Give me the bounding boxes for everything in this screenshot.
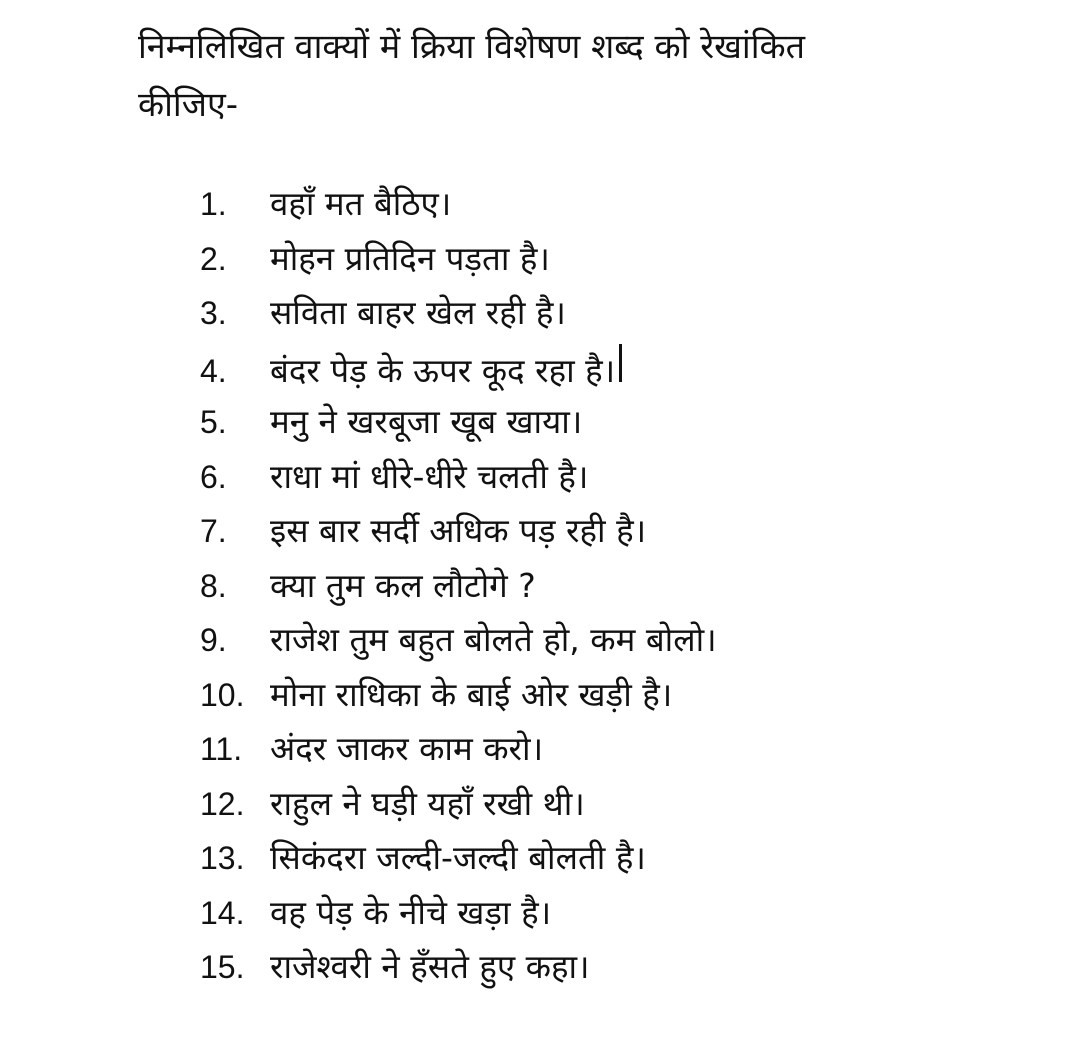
item-number: 13. — [200, 840, 245, 876]
item-number: 3. — [200, 295, 227, 331]
item-number: 11. — [200, 731, 243, 767]
list-item — [200, 398, 717, 453]
item-sentence[interactable]: इस बार सर्दी अधिक पड़ रही है। — [270, 511, 647, 550]
list-item — [200, 889, 717, 944]
item-sentence[interactable]: सविता बाहर खेल रही है। — [270, 293, 566, 332]
text-cursor — [619, 344, 622, 382]
list-item — [200, 834, 717, 889]
item-sentence[interactable]: राहुल ने घड़ी यहाँ रखी थी। — [270, 783, 585, 823]
list-item — [200, 344, 717, 399]
sentence-list — [200, 180, 717, 998]
list-item — [200, 616, 717, 671]
list-item — [200, 453, 717, 508]
list-item — [200, 671, 717, 726]
item-sentence[interactable]: सिकंदरा जल्दी-जल्दी बोलती है। — [270, 838, 646, 877]
item-number: 2. — [200, 240, 227, 277]
instruction-line-1: निम्नलिखित वाक्यों में क्रिया विशेषण शब्द को रेखांकित — [138, 27, 806, 67]
item-number: 8. — [200, 567, 227, 604]
list-item — [200, 725, 717, 780]
item-sentence[interactable]: अंदर जाकर काम करो। — [270, 729, 544, 768]
list-item — [200, 180, 717, 235]
instruction-line-2: कीजिए- — [138, 85, 239, 125]
list-item — [200, 780, 717, 835]
item-sentence[interactable]: मनु ने खरबूजा खूब खाया। — [270, 402, 583, 441]
item-sentence[interactable]: वह पेड़ के नीचे खड़ा है। — [270, 892, 552, 932]
item-sentence[interactable]: राजेश्वरी ने हँसते हुए कहा। — [270, 947, 590, 986]
item-number: 1. — [200, 186, 227, 222]
instruction-heading — [138, 18, 958, 134]
item-number: 15. — [200, 949, 245, 985]
list-item — [200, 289, 717, 344]
item-number: 6. — [200, 458, 227, 495]
list-item — [200, 562, 717, 617]
item-sentence[interactable]: वहाँ मत बैठिए। — [270, 184, 452, 223]
list-item — [200, 235, 717, 290]
item-sentence[interactable]: बंदर पेड़ के ऊपर कूद रहा है। — [270, 350, 616, 390]
item-sentence[interactable]: राधा मां धीरे-धीरे चलती है। — [270, 456, 589, 496]
item-sentence[interactable]: मोहन प्रतिदिन पड़ता है। — [270, 238, 550, 278]
item-number: 4. — [200, 352, 227, 389]
item-sentence[interactable]: मोना राधिका के बाई ओर खड़ी है। — [270, 674, 673, 714]
item-number: 9. — [200, 622, 227, 658]
item-sentence[interactable]: क्या तुम कल लौटोगे ? — [270, 565, 536, 605]
item-sentence[interactable]: राजेश तुम बहुत बोलते हो, कम बोलो। — [270, 620, 717, 659]
item-number: 14. — [200, 894, 245, 931]
list-item — [200, 943, 717, 998]
item-number: 12. — [200, 785, 245, 822]
list-item — [200, 507, 717, 562]
item-number: 10. — [200, 676, 245, 713]
item-number: 7. — [200, 513, 227, 549]
item-number: 5. — [200, 404, 227, 440]
